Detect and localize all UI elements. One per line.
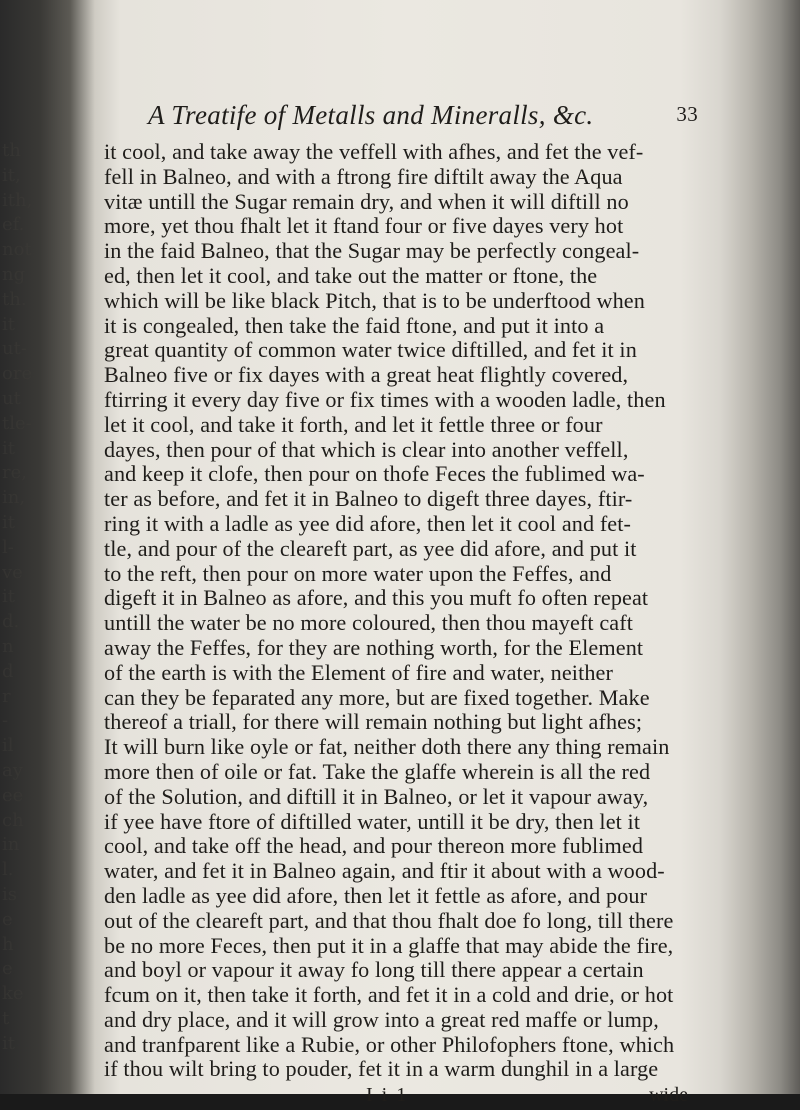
margin-fragment: in	[2, 834, 20, 856]
margin-fragment: d	[2, 660, 14, 682]
margin-fragment: in,	[2, 487, 26, 509]
body-text	[104, 140, 704, 1082]
text-line: fell in Balneo, and with a ftrong fire diftilt away the Aqua	[104, 164, 623, 189]
text-line: cool, and take off the head, and pour thereon more fublimed	[104, 834, 644, 859]
margin-fragment: n	[2, 636, 14, 657]
margin-fragment: r	[2, 685, 11, 707]
margin-fragment: it,	[2, 164, 21, 186]
margin-fragment: re,	[2, 462, 27, 484]
text-line: and tranfparent like a Rubie, or other Philofophers ftone, which	[104, 1032, 675, 1057]
text-line: if thou wilt bring to pouder, fet it in a warm dunghil in a large	[104, 1057, 659, 1082]
margin-fragment: it	[2, 512, 15, 533]
margin-fragment: l.	[2, 859, 14, 881]
text-line: away the Feffes, for they are nothing worth, for the Element	[104, 635, 644, 660]
page-footer	[104, 1084, 704, 1110]
book-page	[104, 94, 704, 1107]
page-title: A Treatife of Metalls and Mineralls, &c.	[148, 100, 594, 130]
text-line: it is congealed, then take the faid ftone, and put it into a	[104, 313, 605, 338]
margin-fragment: -	[2, 710, 9, 732]
margin-fragment: ith,	[2, 189, 33, 211]
facing-page-margin	[0, 0, 88, 1094]
text-line: dayes, then pour of that which is clear into another veffell,	[104, 437, 629, 462]
catchword: wide	[649, 1084, 688, 1107]
margin-fragment: l-	[2, 536, 14, 558]
margin-fragment: it	[2, 313, 15, 335]
margin-fragment: ve	[2, 561, 23, 583]
page-number: 33	[676, 102, 698, 126]
margin-fragment: it	[2, 1032, 15, 1054]
text-line: and keep it clofe, then pour on thofe Feces the fublimed wa-	[104, 462, 645, 487]
margin-fragment: ut	[2, 388, 21, 409]
text-line: untill the water be no more coloured, then thou mayeft caft	[104, 611, 633, 636]
margin-fragment: il	[2, 735, 14, 757]
text-line: which will be like black Pitch, that is to be underftood when	[104, 288, 645, 313]
text-line: fcum on it, then take it forth, and fet it in a cold and drie, or hot	[104, 983, 674, 1008]
text-line: It will burn like oyle or fat, neither doth there any thing remain	[104, 735, 670, 760]
text-line: tle, and pour of the cleareft part, as yee did afore, and put it	[104, 536, 637, 561]
text-line: ring it with a ladle as yee did afore, then let it cool and fet-	[104, 511, 632, 536]
margin-fragment: th.	[2, 288, 27, 310]
margin-fragment: ch	[2, 809, 24, 831]
text-line: ftirring it every day five or fix times with a wooden ladle, then	[104, 387, 666, 412]
text-line: more then of oile or fat. Take the glaffe wherein is all the red	[104, 759, 651, 784]
margin-fragment: is	[2, 884, 17, 905]
signature-mark: I i 1	[366, 1084, 409, 1107]
margin-fragment: ut-	[2, 338, 27, 360]
margin-fragment: h	[2, 933, 14, 955]
text-line: can they be feparated any more, but are fixed together. Make	[104, 685, 650, 710]
text-line: water, and fet it in Balneo again, and ftir it about with a wood-	[104, 859, 665, 884]
text-line: and boyl or vapour it away fo long till there appear a certain	[104, 958, 644, 983]
text-line: ter as before, and fet it in Balneo to digeft three dayes, ftir-	[104, 487, 633, 512]
margin-fragment: it	[2, 586, 15, 608]
text-line: more, yet thou fhalt let it ftand four or five dayes very hot	[104, 214, 624, 239]
margin-fragment: ng	[2, 264, 26, 285]
margin-fragment: ore	[2, 363, 33, 385]
text-line: and dry place, and it will grow into a great red maffe or lump,	[104, 1007, 659, 1032]
text-line: digeft it in Balneo as afore, and this you muft fo often repeat	[104, 586, 649, 611]
text-line: thereof a triall, for there will remain nothing but light afhes;	[104, 710, 643, 735]
margin-fragment: t	[2, 1008, 10, 1029]
text-line: in the faid Balneo, that the Sugar may be perfectly congeal-	[104, 239, 640, 264]
margin-fragment: d.	[2, 611, 20, 633]
margin-fragment: e	[2, 958, 13, 980]
text-line: of the earth is with the Element of fire and water, neither	[104, 660, 613, 685]
text-line: of the Solution, and diftill it in Balneo, or let it vapour away,	[104, 784, 649, 809]
text-line: vitæ untill the Sugar remain dry, and when it will diftill no	[104, 189, 629, 214]
margin-fragment: e	[2, 908, 13, 930]
margin-fragment: not	[2, 239, 32, 261]
margin-fragment: ay	[2, 760, 23, 781]
text-line: great quantity of common water twice diftilled, and fet it in	[104, 338, 637, 363]
margin-fragment: ef.	[2, 214, 25, 236]
margin-fragment: ee	[2, 784, 24, 806]
text-line: den ladle as yee did afore, then let it fettle as afore, and pour	[104, 883, 648, 908]
text-line: Balneo five or fix dayes with a great heat flightly covered,	[104, 363, 629, 388]
text-line: out of the cleareft part, and that thou fhalt doe fo long, till there	[104, 908, 674, 933]
margin-fragment: th	[2, 140, 21, 161]
text-line: be no more Feces, then put it in a glaffe that may abide the fire,	[104, 933, 674, 958]
margin-fragment: it	[2, 437, 15, 459]
running-header	[104, 94, 704, 140]
text-line: if yee have ftore of diftilled water, untill it be dry, then let it	[104, 809, 641, 834]
text-line: it cool, and take away the veffell with afhes, and fet the vef-	[104, 140, 644, 164]
margin-fragment: ke	[2, 983, 24, 1005]
text-line: to the reft, then pour on more water upon the Feffes, and	[104, 561, 612, 586]
margin-fragment: tle-	[2, 412, 32, 434]
text-line: ed, then let it cool, and take out the matter or ftone, the	[104, 263, 598, 288]
text-line: let it cool, and take it forth, and let it fettle three or four	[104, 412, 603, 437]
